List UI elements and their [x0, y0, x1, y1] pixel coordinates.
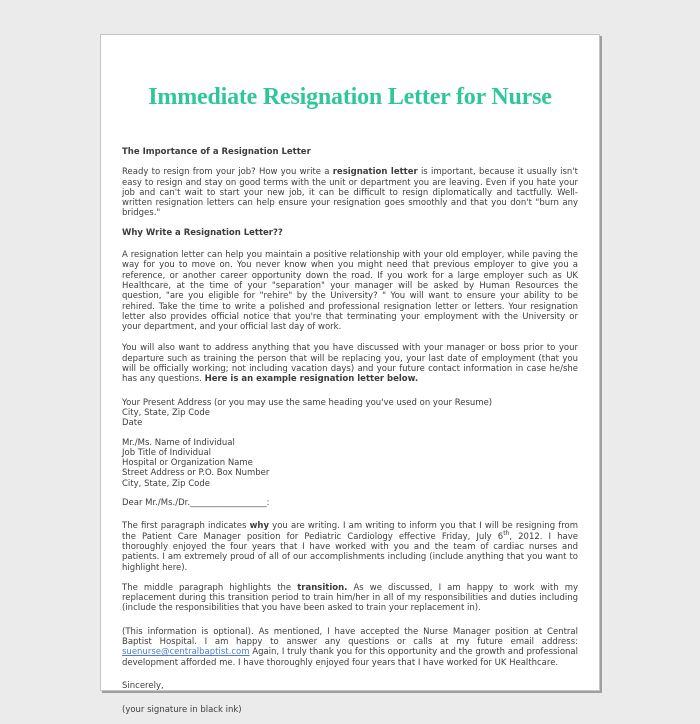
importance-paragraph-text-post: is important, because it usually isn't easy to resign and stay on good terms with the unit or department you are leaving. Even if you hate your job and can't wait to start your new job, it can be difficult to resign diplomatically and tactfully. Well-written resignation letters can help ensure your resignation goes smoothly and that you don't "burn any bridges.": [122, 167, 578, 219]
sender-address-line: Your Present Address (or you may use the same heading you've used on your Resume): [122, 397, 493, 408]
recipient-title-line: Job Title of Individual: [122, 447, 212, 458]
sender-city-line: City, State, Zip Code: [122, 407, 211, 418]
importance-paragraph-text-pre: Ready to resign from your job? How you write a: [122, 167, 333, 178]
optional-paragraph-text-post: Again, I truly thank you for this opportunity and the growth and professional development afforded me. I have thoroughly enjoyed four years that I have worked for UK Healthcare.: [122, 647, 578, 668]
closing-line: Sincerely,: [122, 680, 164, 691]
middle-paragraph-text-post: As we discussed, I am happy to work with my replacement during this transition period to train him/her in all of my responsibilities and duties including (include the responsibilities that you have been asked to train your replacement in).: [122, 582, 578, 614]
address-note-text: You will also want to address anything that you have discussed with your manager or boss prior to your departure such as training the person that will be replacing you, your last date of employment (that you will be officially working; not including vacation days) and your future contact information in case he/she has any questions.: [122, 343, 578, 385]
importance-paragraph-bold: resignation letter: [332, 167, 418, 178]
recipient-name-line: Mr./Ms. Name of Individual: [122, 437, 235, 448]
recipient-city-line: City, State, Zip Code: [122, 478, 211, 489]
document-title: Immediate Resignation Letter for Nurse: [148, 84, 552, 110]
why-heading: Why Write a Resignation Letter??: [122, 227, 283, 238]
middle-paragraph-bold: transition.: [297, 582, 348, 593]
first-paragraph: [122, 521, 578, 572]
document-sheet: [100, 34, 600, 716]
first-paragraph-bold: why: [249, 521, 270, 532]
ordinal-superscript: th: [503, 529, 510, 537]
sender-date-line: Date: [122, 418, 143, 429]
sender-address-block: [122, 398, 578, 429]
email-link[interactable]: suenurse@centralbaptist.com: [122, 647, 250, 658]
importance-heading: The Importance of a Resignation Letter: [122, 147, 311, 157]
why-paragraph: A resignation letter can help you maintain a positive relationship with your old employer, while paving the way for you to move on. You never know when you might need that previous employer to give you a reference, or another career opportunity down the road. If you work for a large employer such as UK Healthcare, at the time of your "separation" your manager will be asked by Human Resources the question, "are you eligible for "rehire" by the University? " You will want to ensure your ability to be rehired. Take the time to write a polished and professional resignation letter or letters. Your resignation letter also provides official notice that you're that terminating your employment with the University or your department, and your official last day of work.: [122, 250, 578, 333]
middle-paragraph: [122, 583, 578, 614]
first-paragraph-text-mid: you are writing. I am writing to inform you that I will be resigning from the Patient Care Manager position for Pediatric Cardiology effective Friday, July 6: [122, 521, 579, 542]
address-note-bold: Here is an example resignation letter below.: [204, 374, 419, 385]
importance-paragraph: [122, 167, 578, 218]
first-paragraph-text-post: , 2012. I have thoroughly enjoyed the four years that I have worked with you and the team of cardiac nurses and patients. I am extremely proud of all of our accomplishments including (include anything that you want to highlight here).: [122, 531, 578, 573]
first-paragraph-text-pre: The first paragraph indicates: [122, 521, 250, 532]
optional-paragraph: [122, 627, 578, 668]
recipient-street-line: Street Address or P.O. Box Number: [122, 468, 270, 479]
optional-paragraph-text-pre: (This information is optional). As mentioned, I have accepted the Nurse Manager position at Central Baptist Hospital. I am happy to answer any questions or calls at my future email address:: [122, 626, 578, 647]
signature-note-line: (your signature in black ink): [122, 705, 242, 716]
address-note-paragraph: [122, 343, 578, 384]
middle-paragraph-text-pre: The middle paragraph highlights the: [122, 582, 298, 593]
recipient-org-line: Hospital or Organization Name: [122, 458, 253, 469]
salutation-line: Dear Mr./Ms./Dr.__________________:: [122, 498, 270, 509]
recipient-address-block: [122, 438, 578, 489]
